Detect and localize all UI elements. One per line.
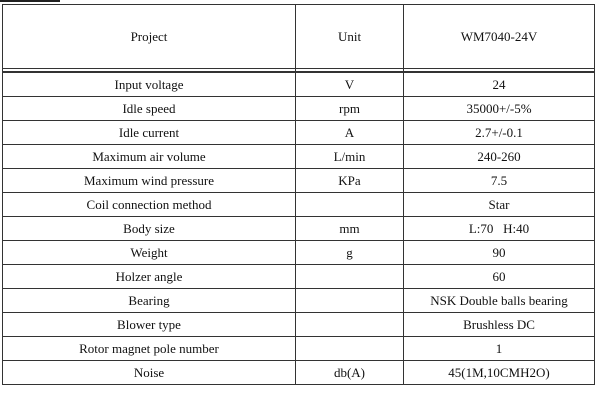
row-unit <box>296 289 404 313</box>
row-unit <box>296 337 404 361</box>
row-project: Bearing <box>3 289 296 313</box>
row-value: 60 <box>404 265 595 289</box>
row-project: Noise <box>3 361 296 385</box>
row-value: Star <box>404 193 595 217</box>
table-row <box>3 217 595 241</box>
row-value: 7.5 <box>404 169 595 193</box>
row-unit: mm <box>296 217 404 241</box>
row-unit: A <box>296 121 404 145</box>
row-value: Brushless DC <box>404 313 595 337</box>
header-unit: Unit <box>296 5 404 69</box>
row-value: 240-260 <box>404 145 595 169</box>
row-unit: V <box>296 72 404 97</box>
row-value: 24 <box>404 72 595 97</box>
row-project: Blower type <box>3 313 296 337</box>
row-project: Idle current <box>3 121 296 145</box>
table-row <box>3 313 595 337</box>
spec-table <box>2 4 595 385</box>
row-value: 1 <box>404 337 595 361</box>
row-value: 45(1M,10CMH2O) <box>404 361 595 385</box>
table-row <box>3 361 595 385</box>
row-unit <box>296 193 404 217</box>
row-project: Input voltage <box>3 72 296 97</box>
table-row <box>3 241 595 265</box>
table-row <box>3 121 595 145</box>
row-unit <box>296 265 404 289</box>
row-project: Maximum air volume <box>3 145 296 169</box>
header-model: WM7040-24V <box>404 5 595 69</box>
row-project: Weight <box>3 241 296 265</box>
row-project: Rotor magnet pole number <box>3 337 296 361</box>
row-value: NSK Double balls bearing <box>404 289 595 313</box>
row-unit: g <box>296 241 404 265</box>
row-value: 90 <box>404 241 595 265</box>
table-row <box>3 72 595 97</box>
row-unit <box>296 313 404 337</box>
table-row <box>3 97 595 121</box>
row-project: Idle speed <box>3 97 296 121</box>
header-row <box>3 5 595 69</box>
row-value: 35000+/-5% <box>404 97 595 121</box>
row-project: Holzer angle <box>3 265 296 289</box>
row-value: 2.7+/-0.1 <box>404 121 595 145</box>
header-project: Project <box>3 5 296 69</box>
table-row <box>3 265 595 289</box>
row-unit: db(A) <box>296 361 404 385</box>
table-row <box>3 169 595 193</box>
row-unit: KPa <box>296 169 404 193</box>
top-rule <box>0 0 60 2</box>
row-unit: rpm <box>296 97 404 121</box>
row-project: Body size <box>3 217 296 241</box>
table-row <box>3 193 595 217</box>
row-project: Coil connection method <box>3 193 296 217</box>
table-row <box>3 337 595 361</box>
row-project: Maximum wind pressure <box>3 169 296 193</box>
row-value: L:70 H:40 <box>404 217 595 241</box>
table-row <box>3 289 595 313</box>
table-row <box>3 145 595 169</box>
row-unit: L/min <box>296 145 404 169</box>
